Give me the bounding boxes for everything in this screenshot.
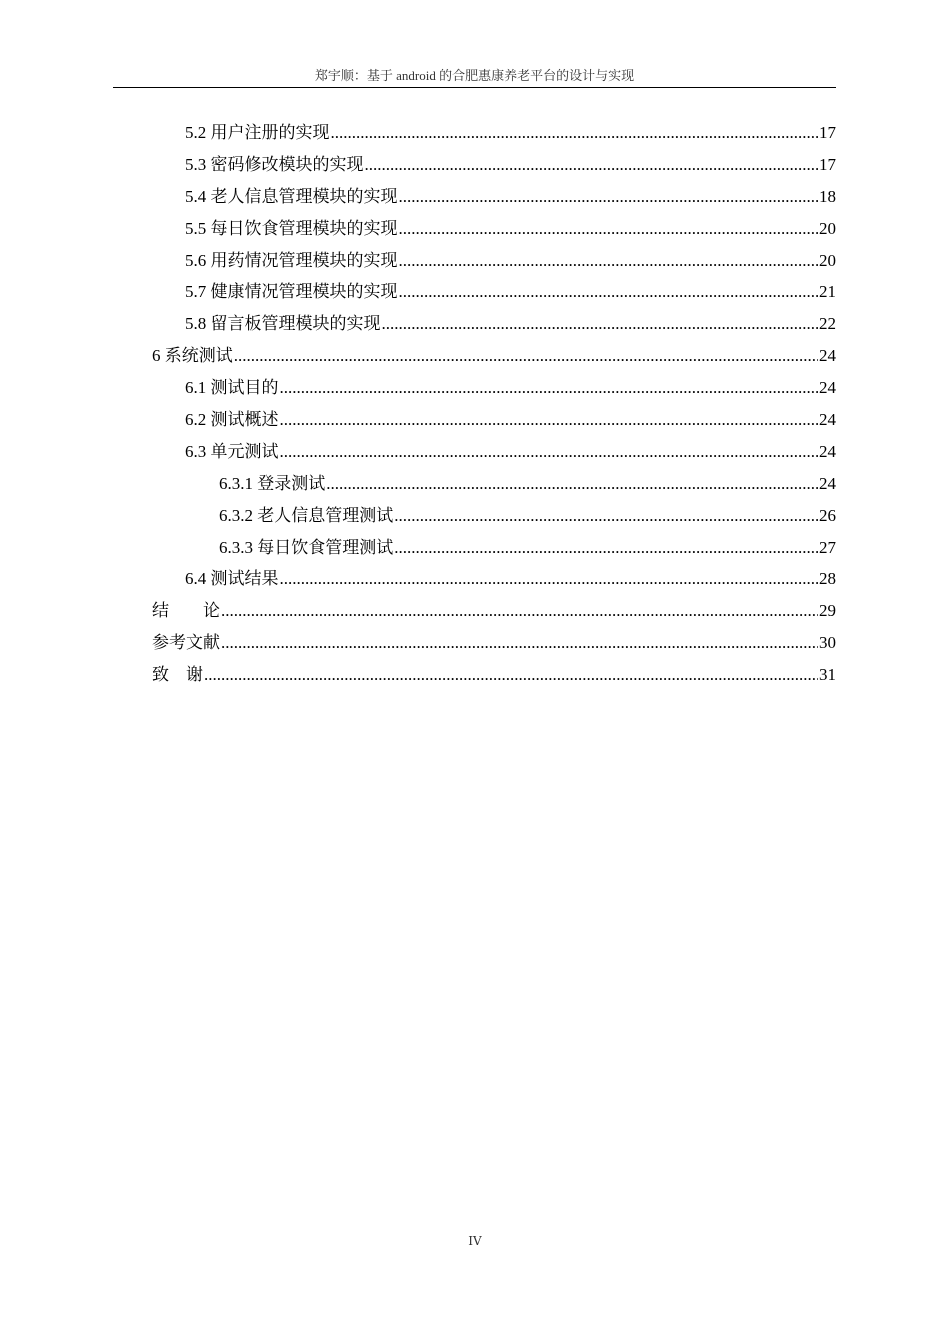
toc-entry[interactable]: [152, 213, 836, 245]
toc-entry-page: 17: [819, 154, 836, 174]
running-header: 郑宇顺：基于 android 的合肥惠康养老平台的设计与实现: [314, 68, 635, 83]
toc-entry[interactable]: [152, 468, 836, 500]
toc-entry-title: 6.3 单元测试: [185, 441, 279, 461]
toc-dot-leader: [399, 181, 819, 213]
toc-entry[interactable]: [152, 276, 836, 308]
toc-entry-title: 5.5 每日饮食管理模块的实现: [185, 218, 398, 238]
toc-entry-title: 5.8 留言板管理模块的实现: [185, 314, 381, 334]
toc-entry-title: 5.4 老人信息管理模块的实现: [185, 186, 398, 206]
toc-entry-title: 致 谢: [152, 665, 203, 685]
toc-dot-leader: [280, 404, 819, 436]
toc-entry-title: 6.1 测试目的: [185, 378, 279, 398]
toc-entry-title: 5.7 健康情况管理模块的实现: [185, 282, 398, 302]
toc-entry-page: 17: [819, 123, 836, 142]
toc-entry[interactable]: [152, 245, 836, 277]
toc-entry-page: 21: [819, 282, 836, 302]
toc-entry-page: 18: [819, 186, 836, 206]
toc-entry-page: 20: [819, 218, 836, 238]
table-of-contents: [152, 117, 836, 691]
toc-entry-page: 31: [819, 665, 836, 685]
toc-entry-page: 28: [819, 569, 836, 589]
toc-entry-page: 30: [819, 633, 836, 653]
toc-entry[interactable]: [152, 500, 836, 532]
toc-entry-title: 5.3 密码修改模块的实现: [185, 154, 364, 174]
toc-entry[interactable]: [152, 404, 836, 436]
toc-dot-leader: [394, 500, 818, 532]
toc-dot-leader: [382, 308, 819, 340]
toc-entry-title: 6.3.1 登录测试: [219, 473, 326, 493]
toc-entry[interactable]: [152, 149, 836, 181]
toc-dot-leader: [280, 563, 819, 595]
toc-dot-leader: [394, 532, 818, 564]
toc-entry-title: 6.3.2 老人信息管理测试: [219, 505, 394, 525]
toc-entry[interactable]: [152, 436, 836, 468]
toc-entry[interactable]: [152, 627, 836, 659]
toc-entry[interactable]: [152, 372, 836, 404]
toc-dot-leader: [326, 468, 818, 500]
toc-entry-page: 24: [819, 441, 836, 461]
page-number: IV: [468, 1234, 482, 1248]
toc-dot-leader: [221, 627, 818, 659]
toc-entry-title: 6.4 测试结果: [185, 569, 279, 589]
toc-entry-page: 24: [819, 378, 836, 398]
toc-entry-page: 20: [819, 250, 836, 270]
toc-entry-page: 24: [819, 473, 836, 493]
toc-dot-leader: [399, 213, 819, 245]
toc-entry-title: 6.2 测试概述: [185, 410, 279, 430]
toc-entry-page: 24: [819, 346, 836, 366]
toc-entry-title: 5.6 用药情况管理模块的实现: [185, 250, 398, 270]
toc-entry-page: 24: [819, 410, 836, 430]
toc-entry[interactable]: [152, 563, 836, 595]
toc-entry-title: 6.3.3 每日饮食管理测试: [219, 537, 394, 557]
toc-dot-leader: [365, 149, 819, 181]
toc-entry-page: 26: [819, 505, 836, 525]
toc-entry-page: 22: [819, 314, 836, 334]
toc-entry[interactable]: [152, 595, 836, 627]
toc-entry-title: 6 系统测试: [152, 346, 233, 366]
toc-entry-title: 参考文献: [152, 633, 220, 653]
toc-dot-leader: [399, 276, 819, 308]
toc-dot-leader: [280, 372, 819, 404]
toc-entry[interactable]: [152, 340, 836, 372]
toc-entry-page: 29: [819, 601, 836, 621]
toc-dot-leader: [331, 117, 819, 149]
toc-entry[interactable]: [152, 532, 836, 564]
toc-entry-title: 结 论: [152, 601, 220, 621]
toc-dot-leader: [280, 436, 819, 468]
toc-entry[interactable]: [152, 659, 836, 691]
toc-entry[interactable]: [152, 308, 836, 340]
toc-entry[interactable]: [152, 117, 836, 149]
toc-dot-leader: [234, 340, 818, 372]
header-divider: [113, 87, 836, 88]
toc-entry[interactable]: [152, 181, 836, 213]
toc-dot-leader: [399, 245, 819, 277]
toc-entry-title: 5.2 用户注册的实现: [185, 123, 330, 142]
toc-entry-page: 27: [819, 537, 836, 557]
toc-dot-leader: [204, 659, 818, 691]
toc-dot-leader: [221, 595, 818, 627]
